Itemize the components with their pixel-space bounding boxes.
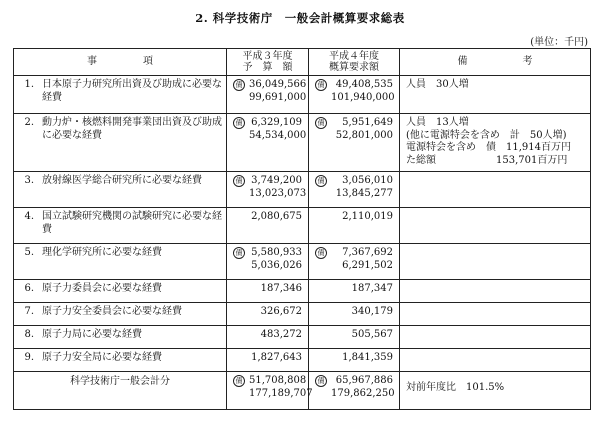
fy4-value: 52,801,000 (335, 129, 393, 141)
row-item (14, 244, 227, 280)
row-label: 原子力局に必要な経費 (42, 329, 142, 340)
row-item (14, 208, 227, 244)
fy3-value: 5,036,026 (251, 259, 302, 271)
row-number: 7. (24, 306, 34, 317)
table-row (14, 244, 591, 280)
bond-mark-icon: 債 (315, 117, 327, 129)
bond-mark-icon: 債 (233, 79, 245, 91)
row-item (14, 172, 227, 208)
row-note (400, 349, 591, 372)
fy4-value: 101,940,000 (331, 91, 395, 103)
table-row (14, 349, 591, 372)
row-note (400, 172, 591, 208)
fy4-value: 340,179 (351, 306, 393, 317)
row-number: 8. (24, 329, 34, 340)
bond-mark-icon: 債 (233, 375, 245, 387)
row-item (14, 326, 227, 349)
bond-mark-icon: 債 (315, 247, 327, 259)
total-row (14, 372, 591, 410)
page-title: 2. 科学技術庁 一般会計概算要求総表 (195, 11, 405, 25)
total-fy4 (309, 372, 400, 410)
fy3-value: 6,329,109 (251, 117, 302, 128)
budget-table (13, 48, 591, 410)
row-note (400, 244, 591, 280)
fy3-value: 5,580,933 (251, 247, 302, 258)
note-line: 電源特会を含め 債 11,914百万円 (406, 142, 571, 153)
row-label: 理化学研究所に必要な経費 (42, 247, 162, 258)
fy3-value: 36,049,566 (249, 79, 307, 90)
row-fy3-amount (227, 172, 309, 208)
row-item (14, 303, 227, 326)
row-number: 4. (24, 211, 34, 222)
fy3-value: 483,272 (260, 329, 302, 340)
fy4-value: 13,845,277 (335, 187, 393, 199)
row-note (400, 208, 591, 244)
row-fy3-amount (227, 244, 309, 280)
fy4-value: 49,408,535 (335, 79, 393, 90)
row-fy4-amount (309, 114, 400, 172)
table-row (14, 326, 591, 349)
row-label: 放射線医学総合研究所に必要な経費 (42, 175, 202, 186)
fy4-value: 2,110,019 (342, 211, 393, 222)
row-fy4-amount (309, 349, 400, 372)
total-note: 対前年度比 101.5% (400, 372, 591, 410)
row-item (14, 280, 227, 303)
row-fy3-amount (227, 349, 309, 372)
fy3-value: 187,346 (260, 283, 302, 294)
row-number: 9. (24, 352, 34, 363)
header-note-char-1: 備 (457, 55, 468, 67)
fy4-value: 187,347 (351, 283, 393, 294)
header-item (14, 49, 227, 76)
row-label: 日本原子力研究所出資及び助成に必要な経費 (42, 79, 222, 103)
row-fy4-amount (309, 280, 400, 303)
fy3-value: 99,691,000 (249, 91, 307, 103)
row-label: 原子力安全委員会に必要な経費 (42, 306, 182, 317)
fy4-value: 7,367,692 (342, 247, 393, 258)
row-label: 動力炉・核燃料開発事業団出資及び助成に必要な経費 (42, 117, 222, 141)
unit-label: (単位：千円) (530, 37, 588, 48)
total-fy4-bond: 179,862,250 (331, 387, 395, 399)
header-fy3-line1: 平成３年度 (242, 50, 293, 62)
note-line: 人員 13人増 (406, 117, 469, 128)
bond-mark-icon: 債 (315, 79, 327, 91)
table-row (14, 303, 591, 326)
note-line: た総額 153,701百万円 (406, 154, 568, 166)
row-fy3-amount (227, 208, 309, 244)
header-fy4-line2: 概算要求額 (329, 62, 379, 73)
row-fy4-amount (309, 172, 400, 208)
row-item (14, 349, 227, 372)
header-fy4 (309, 49, 400, 76)
note-line: 人員 30人増 (406, 79, 469, 90)
row-number: 1. (24, 79, 34, 90)
header-note-char-2: 考 (522, 55, 533, 67)
row-item (14, 114, 227, 172)
row-label: 国立試験研究機関の試験研究に必要な経費 (42, 211, 222, 235)
table-row (14, 280, 591, 303)
row-fy3-amount (227, 326, 309, 349)
fy3-value: 54,534,000 (249, 129, 307, 141)
header-fy4-line1: 平成４年度 (329, 50, 379, 62)
row-number: 6. (24, 283, 34, 294)
row-number: 2. (24, 117, 34, 128)
fy3-value: 13,023,073 (249, 187, 307, 199)
row-fy4-amount (309, 326, 400, 349)
fy4-value: 5,951,649 (342, 117, 393, 128)
total-fy3-value: 51,708,808 (249, 375, 307, 386)
fy3-value: 2,080,675 (251, 211, 302, 222)
header-row (14, 49, 591, 76)
bond-mark-icon: 債 (233, 175, 245, 187)
fy4-value: 6,291,502 (342, 259, 393, 271)
row-fy3-amount (227, 280, 309, 303)
row-label: 原子力委員会に必要な経費 (42, 283, 162, 294)
total-label: 科学技術庁一般会計分 (70, 376, 170, 387)
header-note (400, 49, 591, 76)
note-line: (他に電源特会を含め 計 50人増) (406, 129, 567, 141)
table-row (14, 114, 591, 172)
row-item (14, 76, 227, 114)
fy4-value: 505,567 (351, 329, 393, 340)
table-row (14, 208, 591, 244)
bond-mark-icon: 債 (315, 375, 327, 387)
row-number: 3. (24, 175, 34, 186)
header-item-char-2: 項 (143, 55, 153, 67)
header-fy3 (227, 49, 309, 76)
row-number: 5. (24, 247, 34, 258)
bond-mark-icon: 債 (233, 247, 245, 259)
table-row (14, 172, 591, 208)
row-fy4-amount (309, 208, 400, 244)
fy3-value: 3,749,200 (251, 175, 302, 186)
row-note (400, 76, 591, 114)
header-item-char-1: 事 (87, 55, 97, 67)
total-fy3-bond: 177,189,707 (249, 387, 313, 399)
bond-mark-icon: 債 (315, 175, 327, 187)
row-fy4-amount (309, 244, 400, 280)
fy3-value: 326,672 (260, 306, 302, 317)
row-fy3-amount (227, 114, 309, 172)
fy3-value: 1,827,643 (251, 352, 302, 363)
row-note (400, 303, 591, 326)
total-fy4-value: 65,967,886 (335, 375, 393, 386)
total-fy3 (227, 372, 313, 410)
row-note (400, 114, 591, 172)
fy4-value: 1,841,359 (342, 352, 393, 363)
row-label: 原子力安全局に必要な経費 (42, 352, 162, 363)
row-fy3-amount (227, 303, 309, 326)
row-fy3-amount (227, 76, 309, 114)
row-fy4-amount (309, 303, 400, 326)
header-fy3-line2: 予 算 額 (242, 62, 293, 73)
row-fy4-amount (309, 76, 400, 114)
row-note (400, 280, 591, 303)
fy4-value: 3,056,010 (342, 175, 393, 186)
bond-mark-icon: 債 (233, 117, 245, 129)
row-note (400, 326, 591, 349)
table-row (14, 76, 591, 114)
